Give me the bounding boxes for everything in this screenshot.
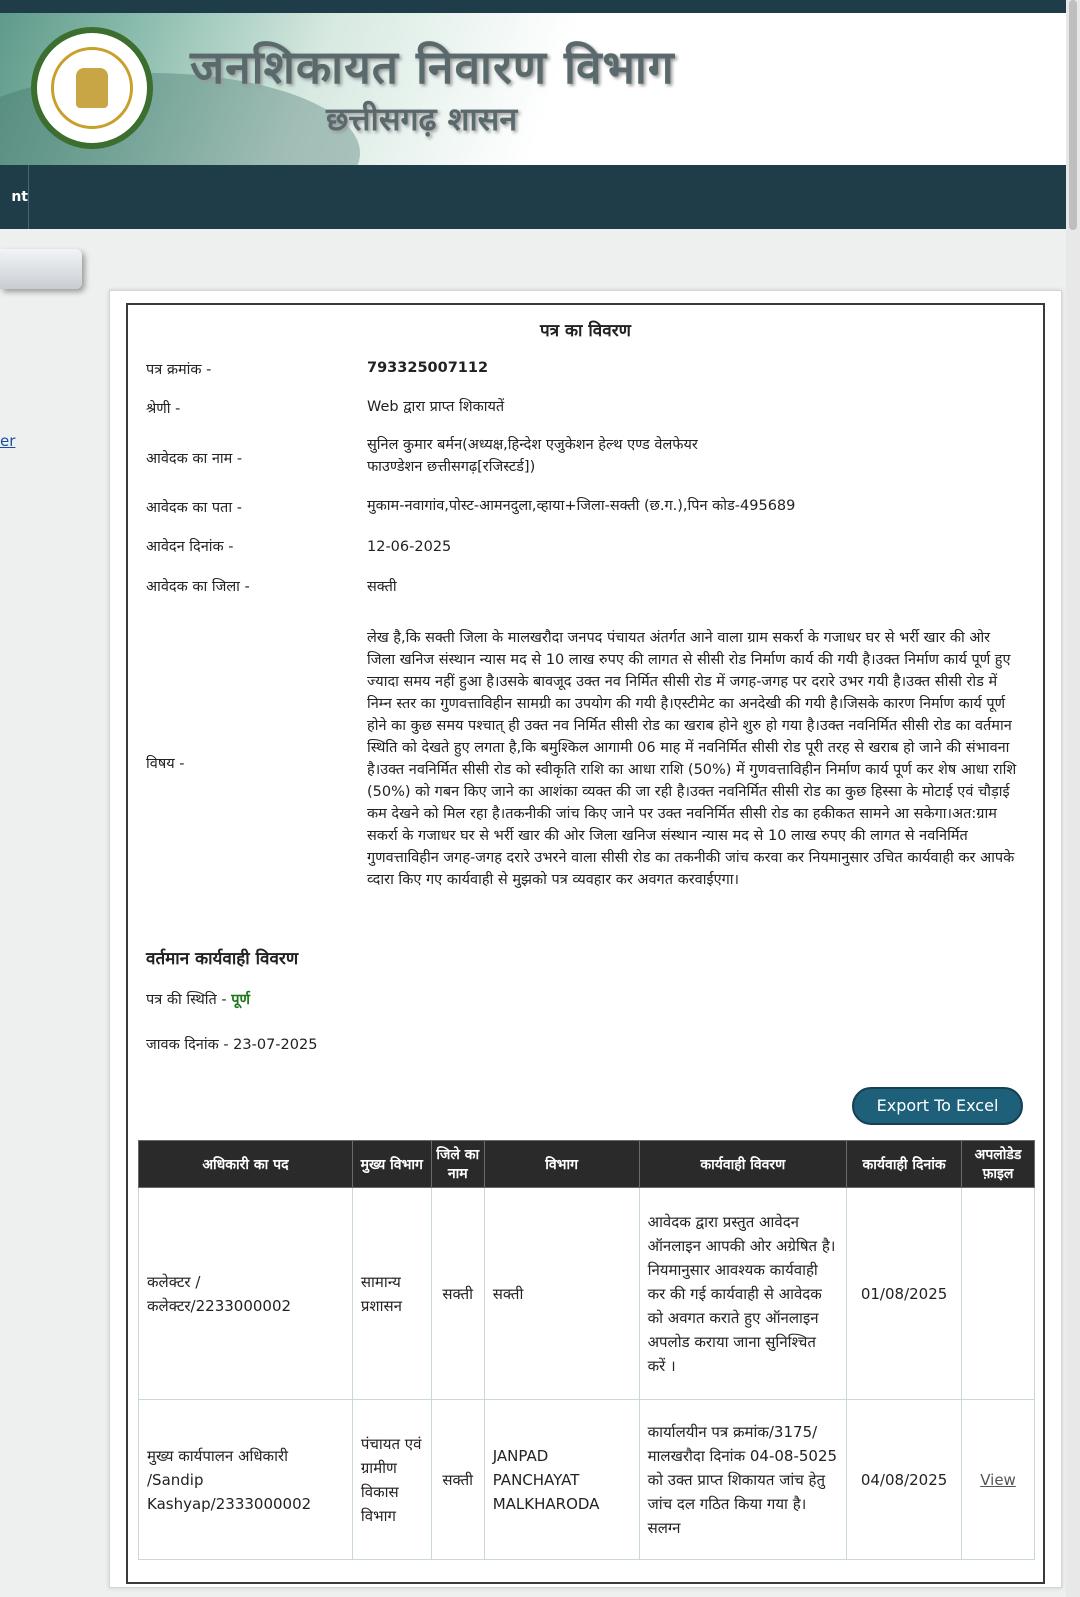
action-date-cell: 04/08/2025 (847, 1400, 962, 1560)
letter-number-label: पत्र क्रमांक - (146, 362, 212, 378)
site-title: जनशिकायत निवारण विभाग (190, 40, 675, 94)
applicant-name-label: आवेदक का नाम - (146, 451, 243, 467)
applicant-district-value: सक्ती (367, 579, 397, 595)
officer-cell: कलेक्टर / कलेक्टर/2233000002 (139, 1188, 353, 1400)
application-date-label: आवेदन दिनांक - (146, 539, 234, 555)
table-row (139, 1400, 1035, 1560)
site-banner (0, 13, 1066, 165)
outward-date-value: 23-07-2025 (233, 1037, 318, 1053)
department-cell: JANPAD PANCHAYAT MALKHARODA (484, 1400, 639, 1560)
main-department-cell: सामान्य प्रशासन (352, 1188, 431, 1400)
table-row (139, 1188, 1035, 1400)
action-date-cell: 01/08/2025 (847, 1188, 962, 1400)
col-action-details-header: कार्यवाही विवरण (639, 1141, 847, 1188)
view-file-link[interactable]: View (980, 1470, 1016, 1489)
outward-date (146, 1034, 317, 1054)
government-emblem-logo (31, 27, 153, 149)
district-cell: सक्ती (431, 1400, 484, 1560)
category-label: श्रेणी - (146, 401, 181, 417)
side-menu-tab[interactable] (0, 249, 82, 289)
nav-item-partial[interactable]: nt (0, 165, 29, 229)
ashoka-emblem-icon (76, 68, 108, 108)
main-nav (0, 165, 1066, 229)
emblem-inner-ring (51, 47, 133, 129)
applicant-address-value: मुकाम-नवागांव,पोस्ट-आमनदुला,व्हाया+जिला-सक्ती (छ.ग.),पिन कोड-495689 (367, 498, 796, 514)
scrollbar-thumb[interactable] (1069, 0, 1077, 230)
top-bar (0, 0, 1066, 13)
main-department-cell: पंचायत एवं ग्रामीण विकास विभाग (352, 1400, 431, 1560)
applicant-name-line2: फाउण्डेशन छत्तीसगढ़[रजिस्टर्ड]) (367, 459, 536, 475)
col-uploaded-file-header: अपलोडेड फ़ाइल (962, 1141, 1035, 1188)
application-date-value: 12-06-2025 (367, 539, 452, 555)
department-cell: सक्ती (484, 1188, 639, 1400)
action-details-cell: आवेदक द्वारा प्रस्तुत आवेदन ऑनलाइन आपकी ओर अग्रेषित है। नियमानुसार आवश्यक कार्यवाही कर की गई कार्यवाही से आवेदक को अवगत कराते हुए ऑनलाइन अपलोड कराया जाना सुनिश्चित करें । (639, 1188, 847, 1400)
page-scrollbar[interactable] (1066, 0, 1080, 1597)
letter-status-label: पत्र की स्थिति - (146, 992, 232, 1008)
applicant-address-label: आवेदक का पता - (146, 500, 242, 516)
category-value: Web द्वारा प्राप्त शिकायतें (367, 399, 505, 415)
letter-details-heading: पत्र का विवरण (540, 321, 631, 341)
col-main-department-header: मुख्य विभाग (352, 1141, 431, 1188)
col-district-header: जिले का नाम (431, 1141, 484, 1188)
col-officer-header: अधिकारी का पद (139, 1141, 353, 1188)
uploaded-file-cell (962, 1400, 1035, 1560)
current-action-heading: वर्तमान कार्यवाही विवरण (146, 949, 299, 969)
action-table (138, 1140, 1035, 1560)
site-subtitle: छत्तीसगढ़ शासन (326, 100, 518, 138)
action-details-cell: कार्यालयीन पत्र क्रमांक/3175/ मालखरौदा दिनांक 04-08-5025 को उक्त प्राप्त शिकायत जांच हेतु जांच दल गठित किया गया है। सलग्न (639, 1400, 847, 1560)
col-department-header: विभाग (484, 1141, 639, 1188)
letter-number-value: 793325007112 (367, 360, 489, 376)
export-to-excel-button[interactable]: Export To Excel (852, 1087, 1023, 1125)
uploaded-file-cell (962, 1188, 1035, 1400)
applicant-district-label: आवेदक का जिला - (146, 579, 250, 595)
letter-status (146, 989, 250, 1009)
applicant-name-line1: सुनिल कुमार बर्मन(अध्यक्ष,हिन्देश एजुकेशन हेल्थ एण्ड वेलफेयर (367, 437, 698, 453)
officer-cell: मुख्य कार्यपालन अधिकारी /Sandip Kashyap/2333000002 (139, 1400, 353, 1560)
outward-date-label: जावक दिनांक - (146, 1037, 234, 1053)
table-header-row (139, 1141, 1035, 1188)
subject-label: विषय - (146, 756, 185, 772)
subject-text: लेख है,कि सक्ती जिला के मालखरौदा जनपद पंचायत अंतर्गत आने वाला ग्राम सकर्रा के गजाधर घर से भर्री खार की ओर जिला खनिज संस्थान न्यास मद से 10 लाख रुपए की लागत से सीसी रोड निर्माण कार्य की गयी है।उक्त निर्माण कार्य पूर्ण हुए ज्यादा समय नहीं हुआ है।उसके बावजूद उक्त नव निर्मित सीसी रोड में जगह-जगह पर दरारे उभर गयी है।उक्त सीसी रोड में निम्न स्तर का गुणवत्ताविहीन सामग्री का उपयोग की गयी है।एस्टीमेट का अनदेखी की गयी है।जिसके कारण निर्माण कार्य पूर्ण होने का कुछ समय पश्चात् ही उक्त नव निर्मित सीसी रोड का खराब होने शुरु हो गया है।उक्त नवनिर्मित सीसी रोड का वर्तमान स्थिति को देखते हुए लगता है,कि बमुश्किल आगामी 06 माह में नवनिर्मित सीसी रोड पूरी तरह से खराब हो जाने की संभावना है।उक्त नवनिर्मित सीसी रोड को स्वीकृति राशि का आधा राशि (50%) में गुणवत्ताविहीन निर्माण कार्य पूर्ण कर शेष आधा राशि (50%) को गबन किए जाने का आशंका व्यक्त की जा रही है।उक्त नवनिर्मित सीसी रोड का कुछ हिस्सा के मोटाई एवं चौड़ाई कम देखने को मिल रहा है।तकनीकी जांच किए जाने पर उक्त नवनिर्मित सीसी रोड का हकीकत सामने आ सकेगा।अत:ग्राम सकर्रा के गजाधर घर से भर्री खार की ओर जिला खनिज संस्थान न्यास मद से 10 लाख रुपए की लागत से नवनिर्मित गुणवत्ताविहीन जगह-जगह दरारे उभरने वाला सीसी रोड का तकनीकी जांच करवा कर नियमानुसार उचित कार्यवाही कर आपके व्दारा किए गए कार्यवाही से मुझको पत्र व्यवहार कर अवगत करवाईएगा। (367, 630, 1017, 888)
col-action-date-header: कार्यवाही दिनांक (847, 1141, 962, 1188)
district-cell: सक्ती (431, 1188, 484, 1400)
letter-status-badge: पूर्ण (231, 992, 250, 1008)
sidebar-link-partial[interactable]: er (0, 432, 16, 450)
